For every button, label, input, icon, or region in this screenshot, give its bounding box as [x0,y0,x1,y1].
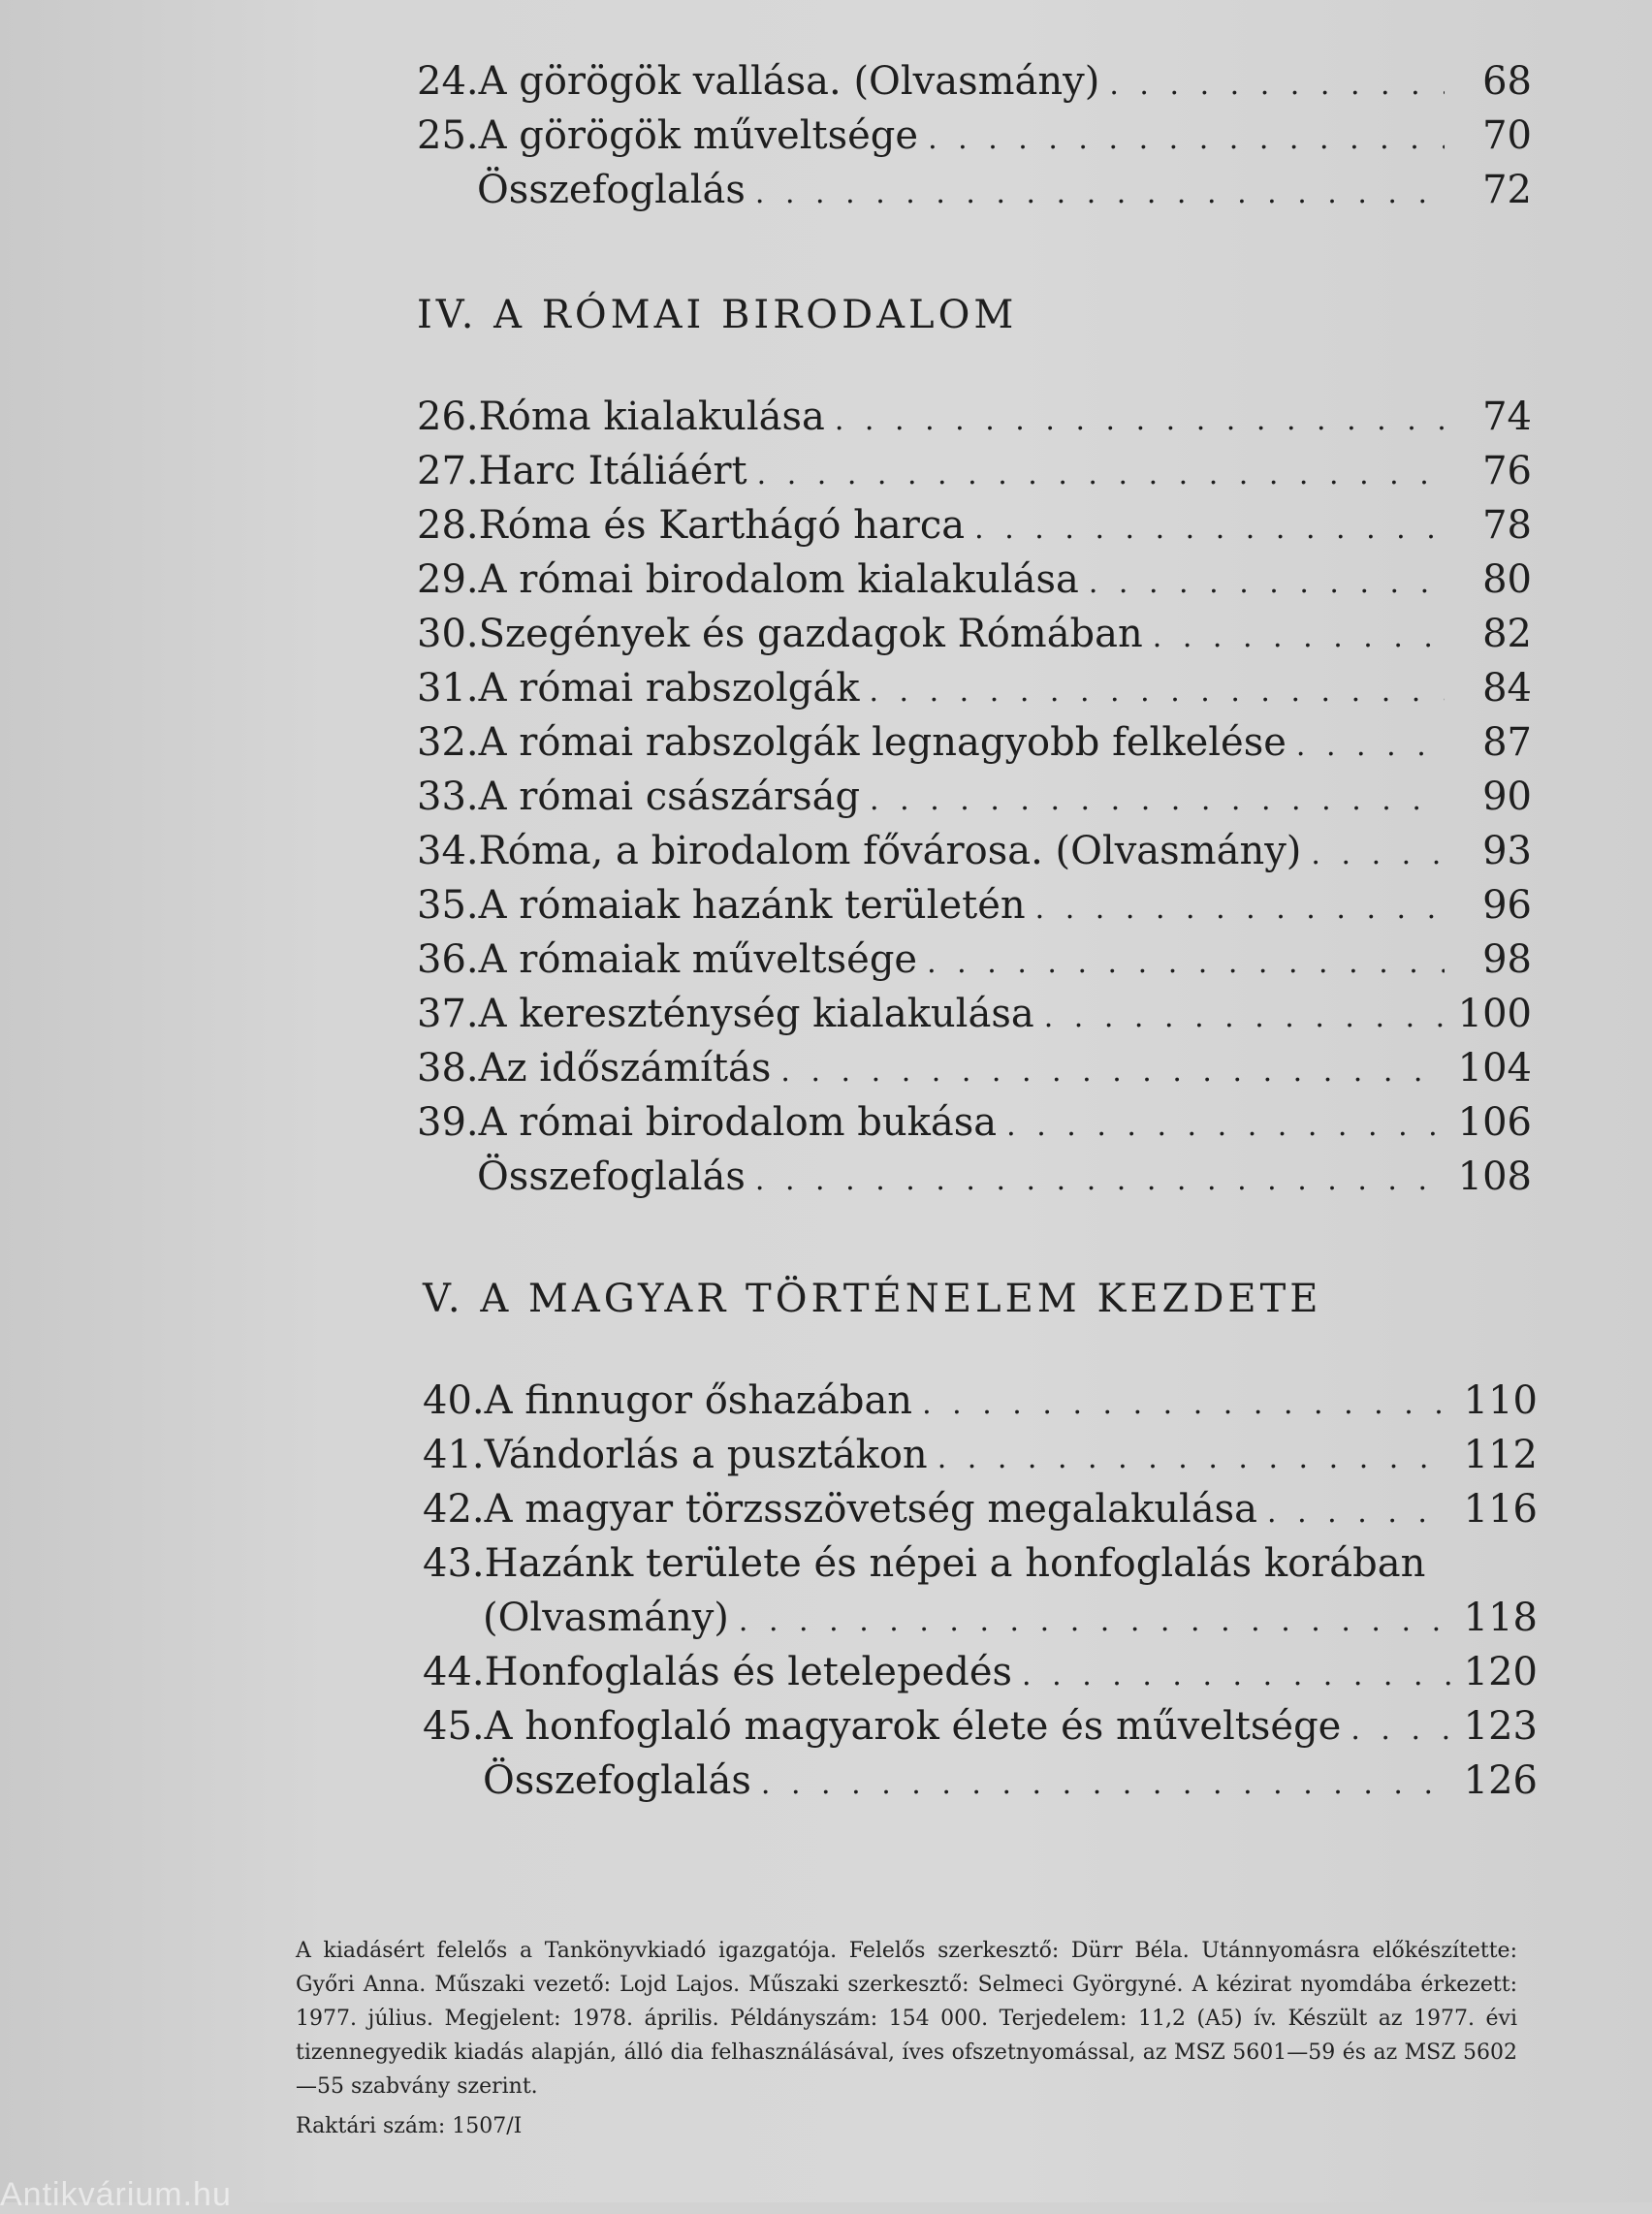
toc-section-4 [417,281,1532,1204]
catalog-number: Raktári szám: 1507/I [296,2114,523,2138]
entry-number: 38. [417,1046,479,1091]
toc-entry [417,770,1532,824]
toc-entry [417,824,1532,878]
entry-page-number: 112 [1463,1433,1538,1477]
leader-dots [1267,1486,1450,1540]
leader-dots [755,1154,1445,1208]
leader-dots [1044,991,1445,1045]
entry-title: Összefoglalás [483,1758,751,1803]
entry-number: 25. [417,113,479,158]
entry-title: Róma, a birodalom fővárosa. (Olvasmány) [478,829,1302,873]
entry-title: Hazánk területe és népei a honfoglalás korában [484,1541,1426,1586]
entry-title: A görögök vallása. (Olvasmány) [478,59,1100,104]
entry-title: Róma és Karthágó harca [478,503,966,548]
entry-number: 29. [417,557,479,602]
entry-title: Szegények és gazdagok Rómában [478,612,1143,656]
entry-page-number: 80 [1482,557,1532,602]
entry-title: Harc Itáliáért [478,449,747,493]
entry-title: A római birodalom kialakulása [478,557,1079,602]
entry-number: 27. [417,449,479,493]
entry-number: 33. [417,775,479,819]
toc-entry [417,987,1532,1041]
leader-dots [761,1757,1450,1812]
entry-number: 26. [417,395,479,439]
entry-number: 35. [417,883,479,928]
entry-page-number: 120 [1463,1650,1538,1694]
toc-entry [417,109,1532,163]
leader-dots [1153,611,1445,665]
entry-title: A finnugor őshazában [484,1378,913,1423]
entry-number: 41. [423,1433,485,1477]
entry-page-number: 108 [1457,1154,1532,1199]
leader-dots [1311,828,1445,882]
entry-number: 34. [417,829,479,873]
colophon [296,1934,1517,2143]
entry-number: 24. [417,59,479,104]
entry-title: Az időszámítás [478,1046,772,1091]
toc-entry [423,1754,1538,1808]
entry-page-number: 104 [1457,1046,1532,1091]
entry-title: A rómaiak műveltsége [478,937,918,982]
entry-page-number: 110 [1463,1378,1538,1423]
entry-title: A kereszténység kialakulása [478,992,1034,1036]
entry-number: 44. [423,1650,485,1694]
entry-number: 32. [417,720,479,765]
entry-title: A római rabszolgák [478,666,860,711]
entry-title: A rómaiak hazánk területén [478,883,1026,928]
leader-dots [869,665,1445,719]
toc-entry [417,933,1532,987]
toc-entry [417,878,1532,933]
entry-page-number: 106 [1457,1100,1532,1145]
toc-entry [423,1591,1538,1645]
entry-title: A magyar törzsszövetség megalakulása [484,1487,1258,1532]
entry-page-number: 100 [1457,992,1532,1036]
entry-title: A római császárság [478,775,861,819]
entry-number: 37. [417,992,479,1036]
leader-dots [1296,719,1445,774]
toc-entry [423,1482,1538,1536]
entry-page-number: 74 [1482,395,1532,439]
toc-entry [417,1150,1532,1204]
leader-dots [870,774,1445,828]
toc-section-5 [423,1265,1538,1808]
leader-dots [927,936,1445,991]
leader-dots [1109,58,1445,112]
entry-number: 43. [423,1541,485,1586]
entry-page-number: 93 [1482,829,1532,873]
entry-page-number: 70 [1482,113,1532,158]
entry-title: (Olvasmány) [483,1596,729,1640]
entry-page-number: 98 [1482,937,1532,982]
entry-page-number: 72 [1482,168,1532,212]
leader-dots [1350,1703,1450,1757]
entry-page-number: 76 [1482,449,1532,493]
entry-title: A görögök műveltsége [478,113,919,158]
toc-entry [417,661,1532,715]
entry-page-number: 116 [1463,1487,1538,1532]
leader-dots [835,394,1445,448]
entry-title: A római rabszolgák legnagyobb felkelése [478,720,1287,765]
leader-dots [1022,1649,1450,1703]
entry-number: 45. [423,1704,485,1749]
leader-dots [780,1045,1445,1099]
leader-dots [1035,882,1445,936]
leader-dots [1089,556,1445,611]
watermark: Antikvárium.hu [0,2176,232,2213]
entry-number: 40. [423,1378,485,1423]
entry-number: 30. [417,612,479,656]
colophon-text: A kiadásért felelős a Tankönyvkiadó igazgatója. Felelős szerkesztő: Dürr Béla. Utánnyomásra előkészítette: Győri Anna. Műszaki vezető: Lojd Lajos. Műszaki szerkesztő: Selmeci Györgyné. A kézirat nyomdába érkezett: 1977. július. Megjelent: 1978. április. Példányszám: 154 000. Terjedelem: 11,2 (A5) ív. Készült az 1977. évi tizennegyedik kiadás alapján, álló dia felhasználásával, íves ofszetnyomással, az MSZ 5601—59 és az MSZ 5602—55 szabvány szerint. [296,1939,1517,2099]
toc-entry [423,1374,1538,1428]
entry-page-number: 82 [1482,612,1532,656]
entry-title: Honfoglalás és letelepedés [484,1650,1013,1694]
entry-number: 42. [423,1487,485,1532]
entry-number: 31. [417,666,479,711]
entry-number: 28. [417,503,479,548]
toc-entry [417,54,1532,109]
toc-section-3-tail [417,54,1532,217]
entry-number: 36. [417,937,479,982]
toc-entry [417,607,1532,661]
toc-entry [417,163,1532,217]
toc-entry [417,390,1532,444]
entry-title: A római birodalom bukása [478,1100,998,1145]
toc-entry [423,1645,1538,1699]
toc-entry [417,498,1532,553]
entry-page-number: 118 [1463,1596,1538,1640]
leader-dots [974,502,1445,556]
entry-number: 39. [417,1100,479,1145]
toc-entry [423,1699,1538,1754]
entry-page-number: 84 [1482,666,1532,711]
toc-entry [417,1095,1532,1150]
entry-page-number: 68 [1482,59,1532,104]
entry-title: Összefoglalás [477,168,746,212]
toc-entry [417,553,1532,607]
leader-dots [937,1432,1450,1486]
entry-page-number: 78 [1482,503,1532,548]
entry-title: Róma kialakulása [478,395,825,439]
entry-page-number: 123 [1463,1704,1538,1749]
toc-entry [423,1536,1538,1591]
section-heading: V. A MAGYAR TÖRTÉNELEM KEZDETE [423,1277,1322,1321]
toc-entry [417,444,1532,498]
leader-dots [757,448,1445,502]
entry-page-number: 90 [1482,775,1532,819]
section-heading: IV. A RÓMAI BIRODALOM [417,293,1018,337]
leader-dots [922,1377,1450,1432]
entry-title: Vándorlás a pusztákon [484,1433,928,1477]
entry-page-number: 96 [1482,883,1532,928]
entry-page-number: 87 [1482,720,1532,765]
toc-entry [423,1428,1538,1482]
leader-dots [755,167,1445,221]
toc-entry [417,1041,1532,1095]
entry-title: Összefoglalás [477,1154,746,1199]
toc-entry [417,715,1532,770]
entry-title: A honfoglaló magyarok élete és műveltsége [484,1704,1342,1749]
leader-dots [1006,1099,1445,1154]
leader-dots [739,1595,1450,1649]
entry-page-number: 126 [1463,1758,1538,1803]
leader-dots [928,112,1445,167]
